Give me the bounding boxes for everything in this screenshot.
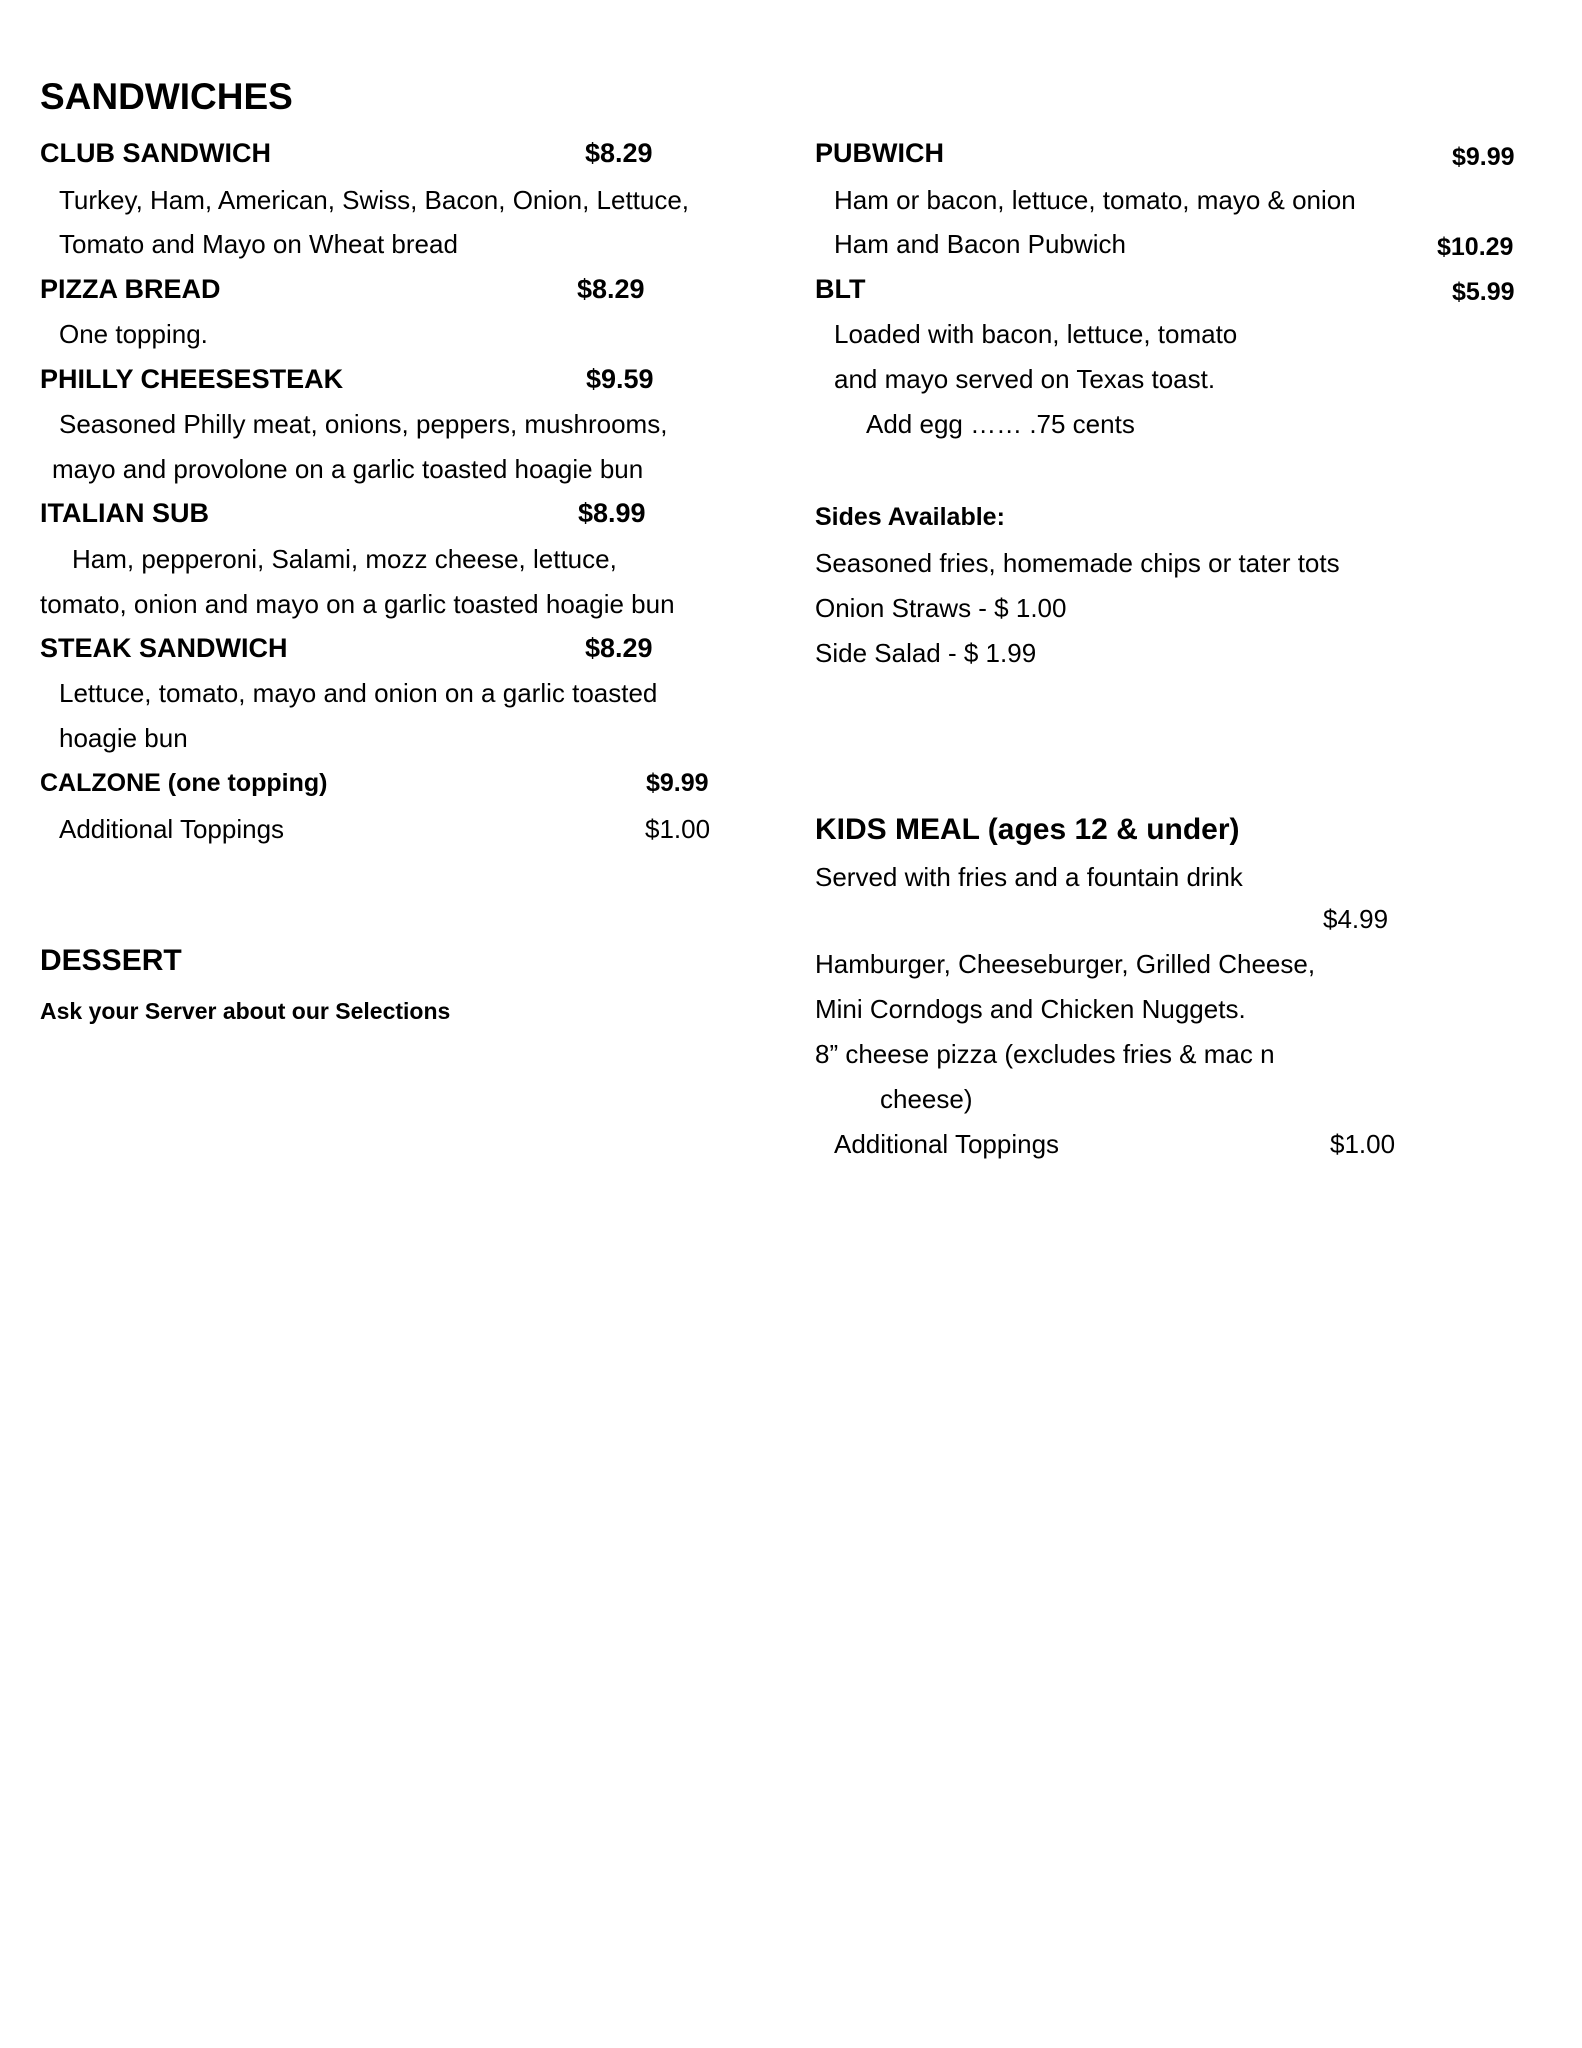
calzone-name: CALZONE (one topping) [40,769,328,797]
kids-meal-heading: KIDS MEAL (ages 12 & under) [815,813,1240,846]
steak-sandwich-desc-2: hoagie bun [59,723,188,753]
pubwich-desc: Ham or bacon, lettuce, tomato, mayo & onion [834,185,1356,215]
philly-cheesesteak-desc-1: Seasoned Philly meat, onions, peppers, mushrooms, [59,409,668,439]
kids-meal-additional-toppings-price: $1.00 [1330,1129,1396,1159]
sides-line-1: Seasoned fries, homemade chips or tater tots [815,548,1340,578]
kids-meal-line-3: 8” cheese pizza (excludes fries & mac n [815,1039,1275,1069]
italian-sub-name: ITALIAN SUB [40,498,209,528]
pizza-bread-desc: One topping. [59,319,208,349]
pubwich-name: PUBWICH [815,138,944,168]
pubwich-variant-price: $10.29 [1437,233,1514,261]
club-sandwich-desc-1: Turkey, Ham, American, Swiss, Bacon, Onion, Lettuce, [59,185,690,215]
club-sandwich-price: $8.29 [585,138,653,168]
pizza-bread-price: $8.29 [577,274,645,304]
kids-meal-line-2: Mini Corndogs and Chicken Nuggets. [815,994,1246,1024]
kids-meal-additional-toppings-label: Additional Toppings [834,1129,1060,1159]
dessert-note: Ask your Server about our Selections [40,998,451,1024]
sides-line-3: Side Salad - $ 1.99 [815,638,1037,668]
steak-sandwich-desc-1: Lettuce, tomato, mayo and onion on a garlic toasted [59,678,658,708]
club-sandwich-desc-2: Tomato and Mayo on Wheat bread [59,229,458,259]
philly-cheesesteak-desc-2: mayo and provolone on a garlic toasted hoagie bun [52,454,644,484]
dessert-heading: DESSERT [40,944,182,977]
calzone-additional-toppings-price: $1.00 [645,814,711,844]
calzone-price: $9.99 [646,769,709,797]
philly-cheesesteak-price: $9.59 [586,364,654,394]
sides-line-2: Onion Straws - $ 1.00 [815,593,1067,623]
kids-meal-line-4: cheese) [880,1084,973,1114]
kids-meal-line-1: Hamburger, Cheeseburger, Grilled Cheese, [815,949,1316,979]
steak-sandwich-name: STEAK SANDWICH [40,633,288,663]
blt-add-egg: Add egg …… .75 cents [866,409,1135,439]
sandwiches-heading: SANDWICHES [40,76,293,117]
club-sandwich-name: CLUB SANDWICH [40,138,271,168]
blt-desc-2: and mayo served on Texas toast. [834,364,1216,394]
italian-sub-desc-2: tomato, onion and mayo on a garlic toasted hoagie bun [40,589,675,619]
kids-meal-served: Served with fries and a fountain drink [815,862,1243,892]
sides-heading: Sides Available: [815,503,1005,531]
blt-desc-1: Loaded with bacon, lettuce, tomato [834,319,1238,349]
italian-sub-price: $8.99 [578,498,646,528]
pubwich-variant-label: Ham and Bacon Pubwich [834,229,1126,259]
blt-name: BLT [815,274,866,304]
italian-sub-desc-1: Ham, pepperoni, Salami, mozz cheese, lettuce, [72,544,617,574]
pizza-bread-name: PIZZA BREAD [40,274,221,304]
pubwich-price: $9.99 [1452,143,1515,171]
calzone-additional-toppings-label: Additional Toppings [59,814,285,844]
steak-sandwich-price: $8.29 [585,633,653,663]
philly-cheesesteak-name: PHILLY CHEESESTEAK [40,364,344,394]
blt-price: $5.99 [1452,278,1515,306]
kids-meal-price: $4.99 [1323,904,1389,934]
